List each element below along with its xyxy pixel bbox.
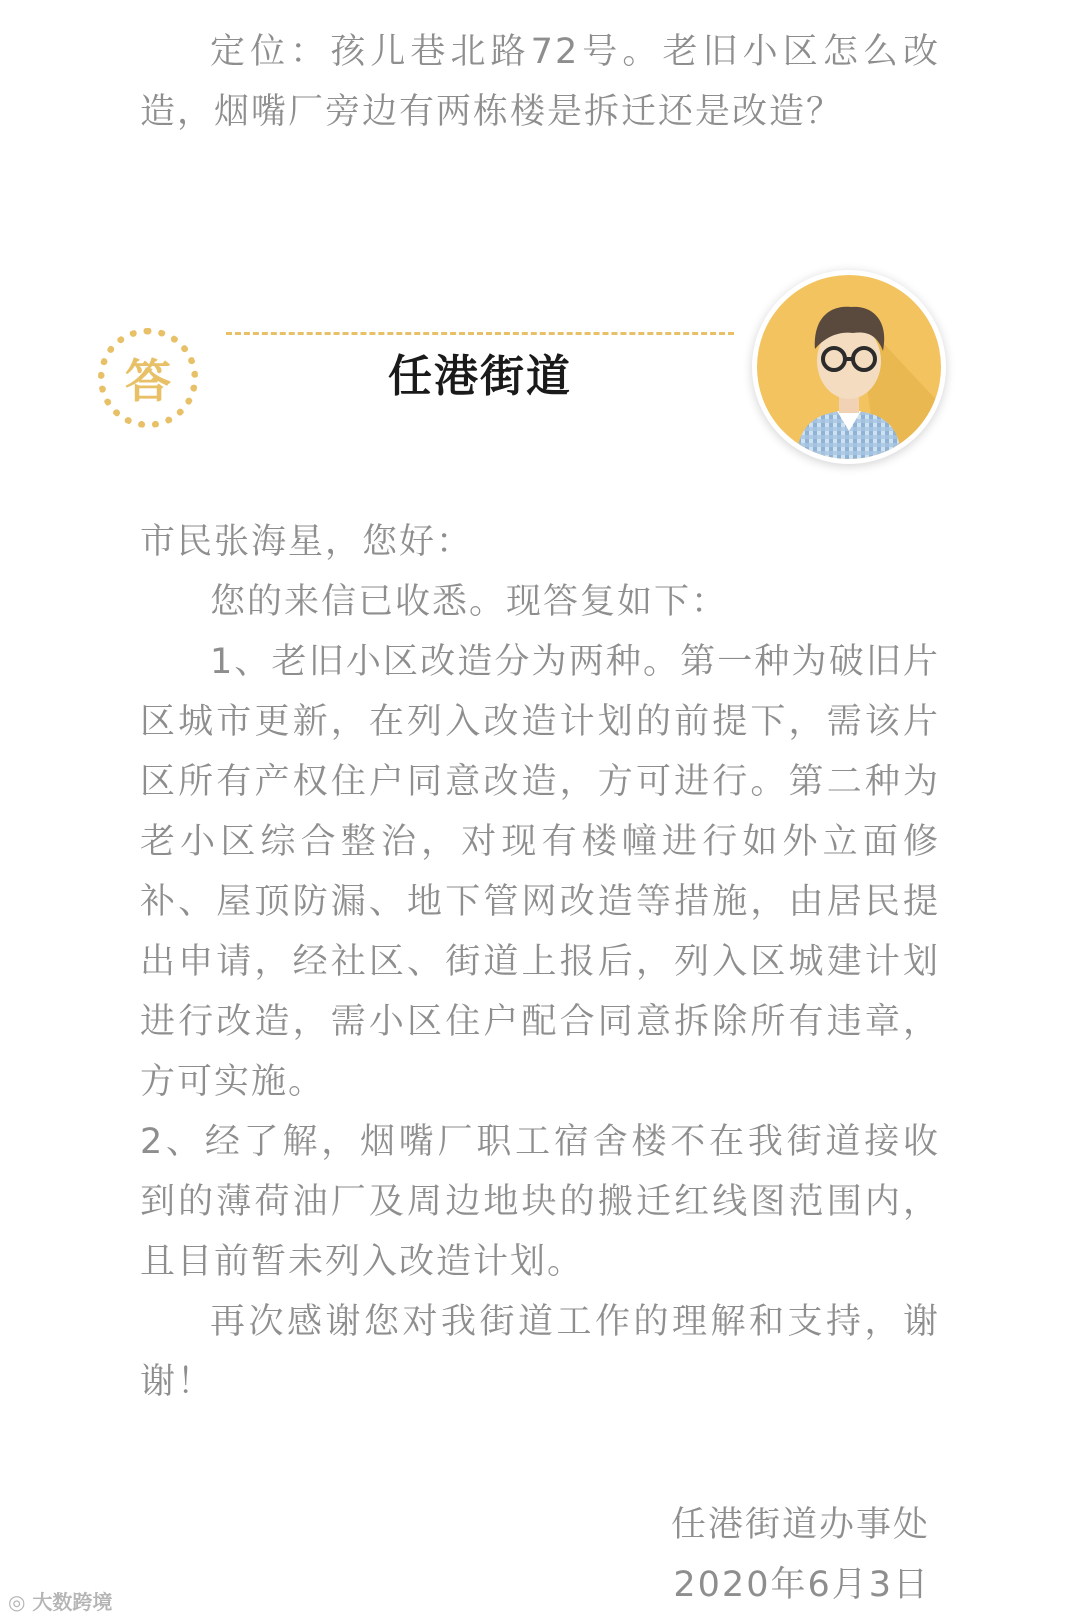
answer-paragraph: 再次感谢您对我街道工作的理解和支持，谢谢！ bbox=[140, 1302, 940, 1402]
responder-name: 任港街道 bbox=[388, 351, 572, 402]
answer-badge-icon bbox=[98, 328, 198, 428]
question-text: 定位：孩儿巷北路72号。老旧小区怎么改造，烟嘴厂旁边有两栋楼是拆迁还是改造？ bbox=[140, 32, 940, 132]
answer-paragraph: 1、老旧小区改造分为两种。第一种为破旧片区城市更新，在列入改造计划的前提下，需该片区所有产权住户同意改造，方可进行。第二种为老小区综合整治，对现有楼幢进行如外立面修补、屋顶防漏、地下管网改造等措施，由居民提出申请，经社区、街道上报后，列入区城建计划进行改造，需小区住户配合同意拆除所有违章，方可实施。 bbox=[140, 642, 940, 1102]
avatar-icon bbox=[757, 275, 941, 459]
answer-block bbox=[140, 512, 940, 1412]
answer-paragraph: 2、经了解，烟嘴厂职工宿舍楼不在我街道接收到的薄荷油厂及周边地块的搬迁红线图范围内，且目前暂未列入改造计划。 bbox=[140, 1122, 940, 1282]
header-divider bbox=[226, 332, 734, 335]
watermark-text: 大数跨境 bbox=[32, 1590, 113, 1614]
signature-block bbox=[671, 1495, 930, 1615]
signature-office: 任港街道办事处 bbox=[670, 1505, 930, 1545]
answer-badge-label: 答 bbox=[125, 354, 171, 408]
watermark bbox=[8, 1590, 112, 1614]
answer-paragraph: 您的来信已收悉。现答复如下： bbox=[210, 582, 729, 622]
answer-greeting: 市民张海星，您好： bbox=[140, 522, 474, 562]
avatar bbox=[752, 270, 946, 464]
watermark-logo-icon: ◎ bbox=[8, 1590, 33, 1614]
question-block bbox=[140, 22, 940, 142]
signature-date: 2020年6月3日 bbox=[673, 1565, 930, 1605]
